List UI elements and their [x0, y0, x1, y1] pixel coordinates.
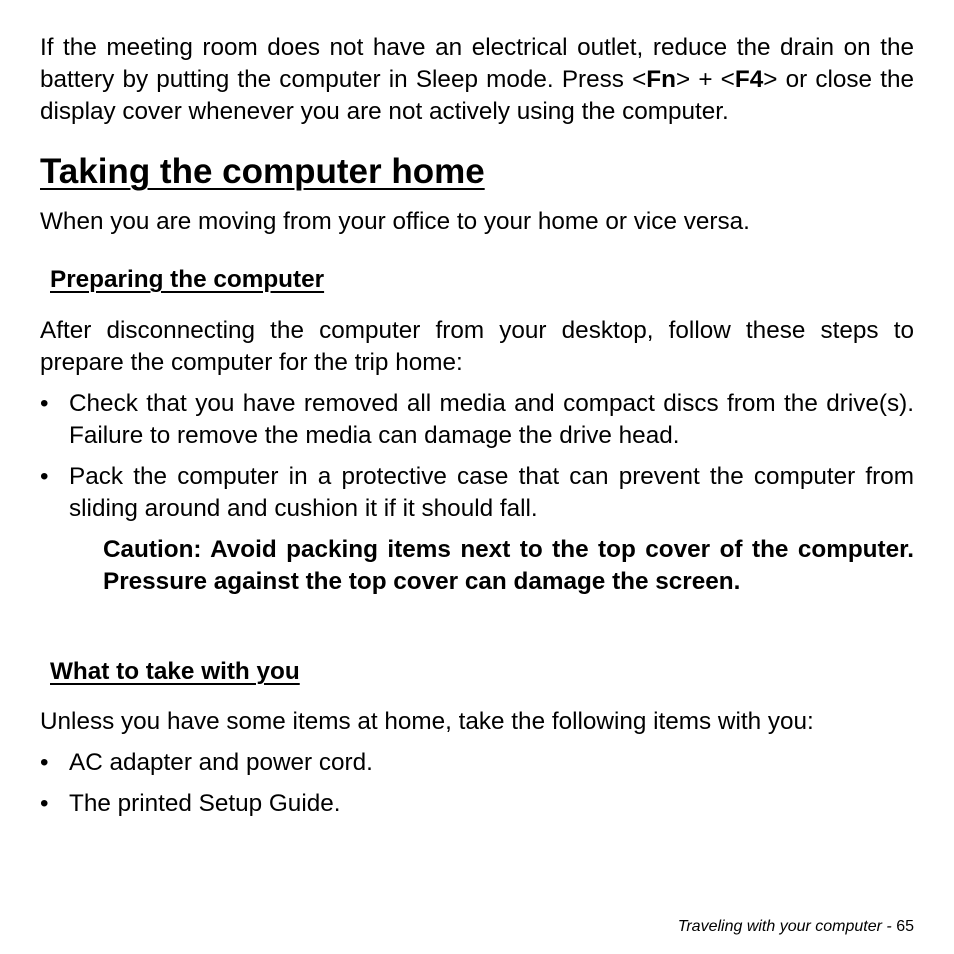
caution-note: Caution: Avoid packing items next to the top cover of the computer. Pressure against the top cover can damage the screen. — [103, 536, 914, 595]
bullet-icon: • — [40, 790, 49, 817]
list-item — [40, 788, 914, 820]
what-to-take-bullet-list — [40, 747, 914, 820]
section-intro: When you are moving from your office to your home or vice versa. — [40, 208, 750, 235]
preparing-bullet-list — [40, 388, 914, 525]
list-item-text: AC adapter and power cord. — [69, 749, 373, 776]
list-item-text: Check that you have removed all media and compact discs from the drive(s). Failure to remove the media can damage the drive head. — [69, 390, 914, 449]
bullet-icon: • — [40, 390, 49, 417]
what-to-take-heading: What to take with you — [50, 658, 300, 685]
intro-text-after: > or close the display cover whenever you are not actively using the computer. — [40, 66, 914, 125]
fn-key: Fn — [646, 66, 676, 93]
bullet-icon: • — [40, 749, 49, 776]
footer-title: Traveling with your computer - — [677, 918, 892, 935]
section-title: Taking the computer home — [40, 152, 485, 191]
intro-text-between: > + < — [675, 66, 735, 93]
intro-paragraph — [40, 32, 914, 128]
intro-text-before: If the meeting room does not have an electrical outlet, reduce the drain on the battery by putting the computer in Sleep mode. Press < — [40, 34, 914, 93]
list-item — [40, 461, 914, 525]
preparing-intro: After disconnecting the computer from your desktop, follow these steps to prepare the computer for the trip home: — [40, 317, 914, 376]
page-footer — [40, 917, 914, 937]
list-item — [40, 747, 914, 779]
list-item-text: The printed Setup Guide. — [69, 790, 341, 817]
list-item-text: Pack the computer in a protective case that can prevent the computer from sliding around and cushion it if it should fall. — [69, 463, 914, 522]
what-to-take-intro: Unless you have some items at home, take the following items with you: — [40, 708, 814, 735]
page-number: 65 — [896, 918, 914, 935]
list-item — [40, 388, 914, 452]
preparing-heading: Preparing the computer — [50, 266, 325, 293]
bullet-icon: • — [40, 463, 49, 490]
f4-key: F4 — [734, 66, 764, 93]
